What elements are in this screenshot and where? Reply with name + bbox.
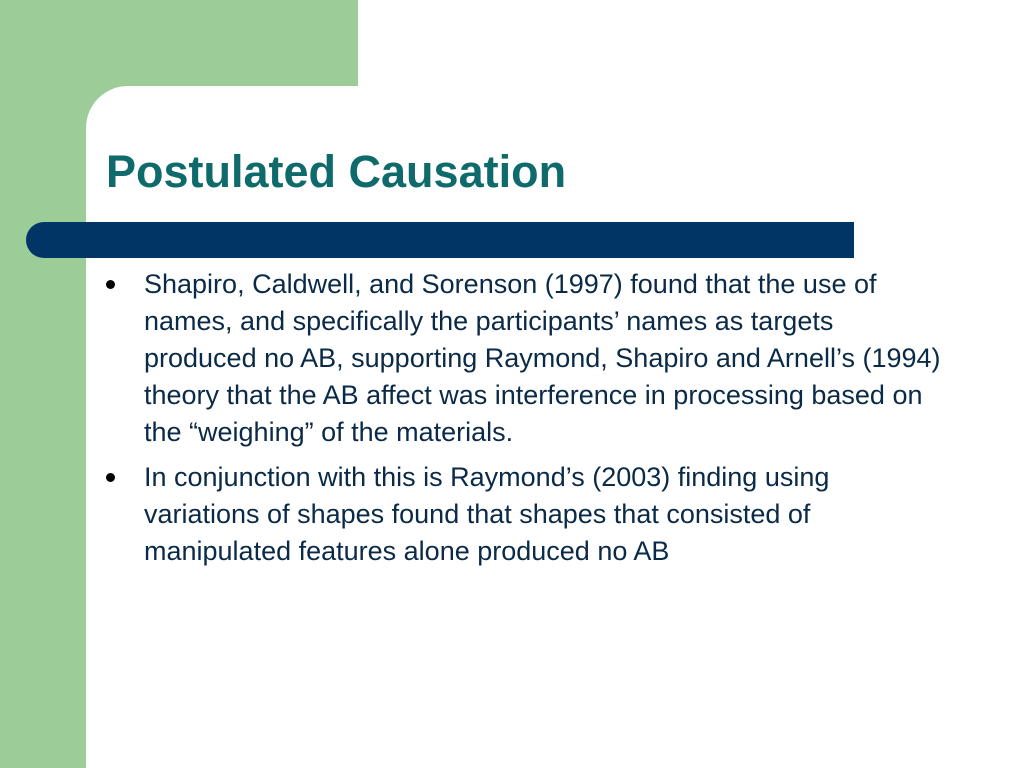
slide-title: Postulated Causation [106,146,567,197]
bullet-text: Shapiro, Caldwell, and Sorenson (1997) found that the use of names, and specifically the participants’ names as targets produced no AB, supporting Raymond, Shapiro and Arnell’s (1994) theory that the AB affect was interference in processing based on the “weighing” of the materials. [144,269,941,447]
bullet-icon [106,473,115,482]
bullet-text: In conjunction with this is Raymond’s (2003) finding using variations of shapes found that shapes that consisted of manipulated features alone produced no AB [144,462,830,566]
list-item [106,266,946,451]
bullet-icon [106,280,115,289]
bullet-list [106,266,946,578]
accent-bar [26,222,846,258]
accent-bar-end [846,222,854,258]
list-item [106,459,946,570]
